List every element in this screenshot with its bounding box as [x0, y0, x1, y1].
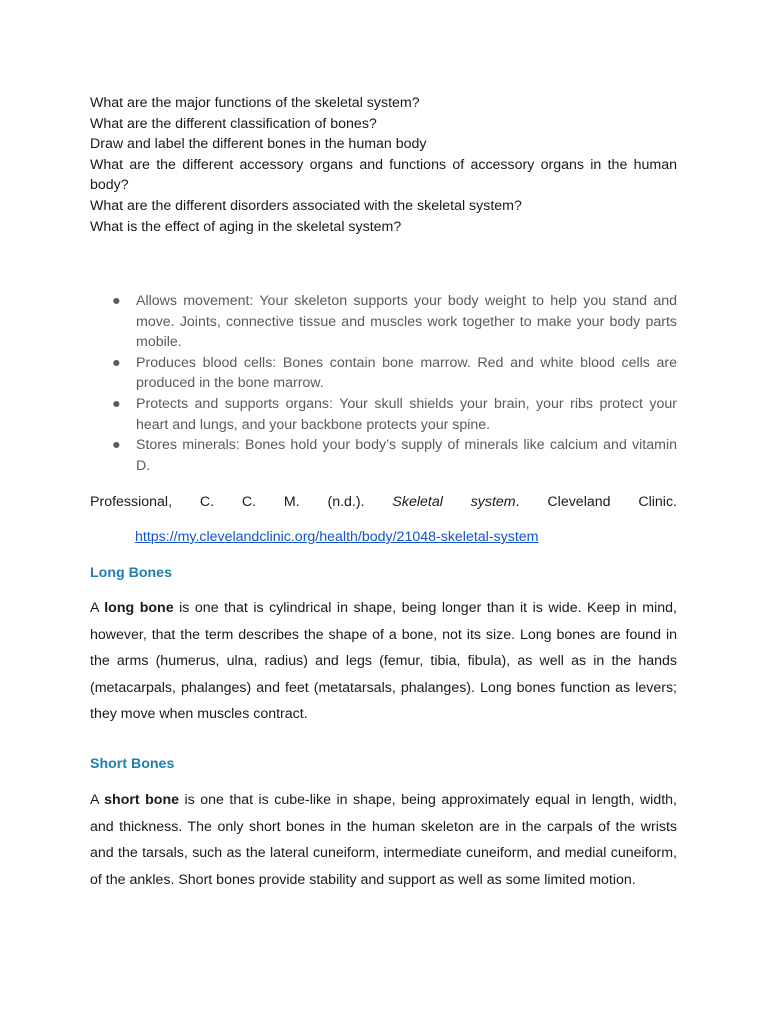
long-bones-paragraph — [90, 595, 677, 728]
list-item — [112, 291, 677, 353]
short-bones-lead: A — [90, 792, 105, 808]
document-content — [90, 93, 677, 888]
list-item-text: Protects and supports organs: Your skull shields your brain, your ribs protect your heart and lungs, and your backbone protects your spine. — [136, 395, 677, 433]
bullet-icon: ● — [112, 354, 121, 371]
long-bones-body: is one that is cylindrical in shape, being longer than it is wide. Keep in mind, however, that the term describes the shape of a bone, not its size. Long bones are found in the arms (humerus, ulna, radius) and legs (femur, tibia, fibula), as well as in the hands (metacarpals, phalanges) and feet (metatarsals, phalanges). Long bones function as levers; they move when muscles contract. — [90, 600, 677, 723]
bullet-icon: ● — [112, 293, 121, 309]
list-item-text: Stores minerals: Bones hold your body’s supply of minerals like calcium and vitamin D. — [136, 437, 677, 474]
citation-title: Skeletal system — [392, 494, 516, 510]
functions-list — [112, 291, 677, 476]
question-item: What is the effect of aging in the skeletal system? — [90, 218, 402, 235]
citation-publisher: . Cleveland Clinic. — [515, 494, 677, 510]
long-bones-lead: A — [90, 600, 105, 616]
list-item-text: Produces blood cells: Bones contain bone marrow. Red and white blood cells are produced in the bone marrow. — [136, 354, 677, 392]
bullet-icon: ● — [112, 437, 121, 454]
list-item-text: Allows movement: Your skeleton supports your body weight to help you stand and move. Joints, connective tissue and muscles work together to make your body parts mobile. — [136, 293, 677, 351]
short-bones-paragraph — [90, 787, 677, 893]
question-item: Draw and label the different bones in the human body — [90, 136, 427, 153]
citation-link[interactable]: https://my.clevelandclinic.org/health/body/21048-skeletal-system — [135, 529, 539, 545]
question-item: What are the different accessory organs and functions of accessory organs in the human body? — [90, 156, 677, 194]
short-bones-body: is one that is cube-like in shape, being approximately equal in length, width, and thickness. The only short bones in the human skeleton are in the carpals of the wrists and the tarsals, such as the lateral cuneiform, intermediate cuneiform, and medial cuneiform, of the ankles. Short bones provide stability and support as well as some limited motion. — [90, 792, 677, 888]
list-item — [112, 394, 677, 435]
long-bones-heading: Long Bones — [90, 565, 172, 581]
short-bones-heading: Short Bones — [90, 756, 175, 772]
question-item: What are the different disorders associated with the skeletal system? — [90, 197, 522, 214]
short-bones-term: short bone — [104, 792, 180, 808]
citation-authors: Professional, C. C. M. (n.d.). — [90, 494, 365, 510]
citation — [90, 492, 677, 513]
bullet-icon: ● — [112, 395, 121, 412]
question-list — [90, 93, 677, 237]
question-item: What are the different classification of bones? — [90, 115, 377, 132]
long-bones-term: long bone — [104, 600, 174, 616]
list-item — [112, 435, 677, 476]
list-item — [112, 353, 677, 394]
question-item: What are the major functions of the skeletal system? — [90, 95, 420, 111]
